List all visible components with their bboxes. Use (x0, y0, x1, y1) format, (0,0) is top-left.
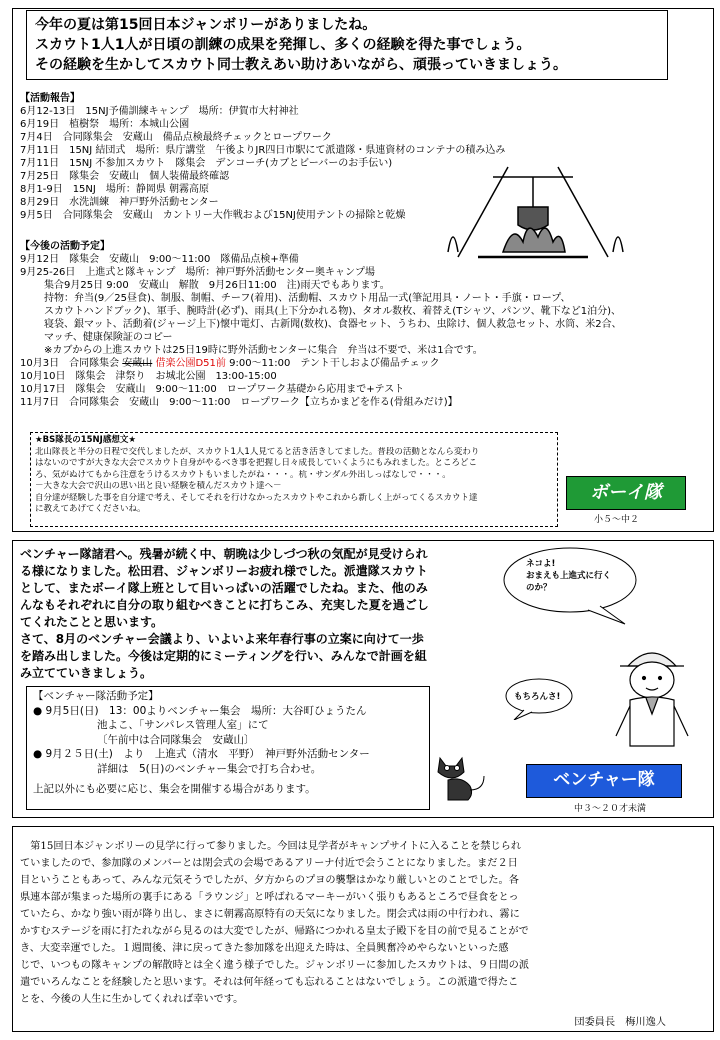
plan-detail: 集合9月25日 9:00 安蔵山 解散 9月26日11:00 注)雨天でもあります。 (44, 280, 390, 291)
scout-boy-illustration (606, 636, 698, 756)
plan-detail: 寝袋、銀マット、活動着(ジャージ上下)懐中電灯、古新聞(数枚)、食器セット、うちわ、虫除け、個人救急セット、水筒、米2合、 (44, 319, 622, 330)
bs-title: ★BS隊長の15NJ感想文★ (35, 435, 136, 445)
intro-line: その経験を生かしてスカウト同士教えあい助けあいながら、頑張っていきましょう。 (35, 57, 567, 73)
report-line: とを、今後の人生に生かしてくれれば幸いです。 (20, 994, 244, 1005)
vplan-item: ● 9月5日(日) 13：00よりベンチャー集会 場所：大谷町ひょうたん (33, 704, 367, 717)
venture-line: さて、8月のベンチャー会議より、いよいよ来年春行事の立案に向けて一歩 (20, 632, 424, 646)
report-item: 9月5日 合同隊集会 安蔵山 カントリー大作戦および15NJ使用テントの掃除と乾燥 (20, 210, 406, 221)
bs-line: 北山隊長と半分の日程で交代しましたが、スカウト1人1人見てると活き活きしてました。普段の活動となんら変わり (35, 446, 480, 457)
plan-item: 10月10日 隊集会 津祭り お城北公園 13:00-15:00 (20, 371, 277, 382)
report-line: じで、いつもの隊キャンプの解散時とは全く違う様子でした。ジャンボリーに参加したスカウトは、９日間の派 (20, 960, 529, 971)
plan-item: 11月7日 合同隊集会 安蔵山 9:00～11:00 ロープワーク【立ちかまどを作る(骨組みだけ)】 (20, 397, 458, 408)
boy-scout-badge: ボーイ隊 (566, 476, 686, 510)
report-item: 8月1-9日 15NJ 場所：静岡県 朝霧高原 (20, 184, 210, 195)
venture-line: てくれたことと思います。 (20, 615, 164, 629)
venture-badge: ベンチャー隊 (526, 764, 682, 798)
venture-line: として、またボーイ隊上班として目いっぱいの活躍でしたね。また、他のみ (20, 581, 428, 595)
vplan-note: 上記以外にも必要に応じ、集会を開催する場合があります。 (33, 783, 316, 795)
venture-line: る様になりました。松田君、ジャンボリーお疲れ様でした。派遣隊スカウト (20, 564, 428, 578)
venture-line: を踏み出しました。今後は定期的にミーティングを行い、みんなで計画を組 (20, 649, 427, 663)
vplan-detail: 詳細は 5(日)のベンチャー集会で打ち合わせ。 (97, 762, 322, 775)
venture-message (20, 546, 488, 682)
report-line: ていたら、かなり強い雨が降り出し、まさに朝霧高原特有の天気になりました。閉会式は雨の中行われ、霧に (20, 909, 520, 920)
bs-line: －大きな大会で沢山の思い出と良い経験を積んだスカウト達へ－ (35, 481, 282, 491)
plan-item: 9月12日 隊集会 安蔵山 9:00～11:00 隊備品点検+準備 (20, 254, 299, 265)
plan-detail: スカウトハンドブック)、軍手、腕時計(必ず)、雨具(上下分かれる物)、タオル数枚、着替え(Tシャツ、パンツ、靴下など1泊分)、 (44, 306, 621, 317)
bs-leader-comment-box (30, 432, 558, 527)
cat-illustration (430, 748, 490, 804)
intro-line: 今年の夏は第15回日本ジャンボリーがありましたね。 (35, 17, 377, 33)
plan-item (20, 357, 622, 370)
report-item: 6月12-13日 15NJ予備訓練キャンプ 場所：伊賀市大村神社 (20, 106, 299, 117)
future-plans (20, 240, 622, 409)
venture-line: ベンチャー隊諸君へ。残暑が続く中、朝晩は少しづつ秋の気配が見受けられ (20, 547, 428, 561)
bs-line: に教えてあげてくださいね。 (35, 504, 146, 514)
bubble-line: おまえも上進式に行く (526, 571, 612, 581)
bubble-line: のか？ (526, 583, 552, 593)
plan-detail: 持物：弁当(9／25昼食)、制服、制帽、チーフ(着用)、活動帽、スカウト用品一式(筆記用具・ノート・手旗・ロープ、 (44, 293, 571, 304)
speech-bubble-scout (500, 544, 640, 626)
vplan-detail: 池よこ、「サンパレス管理人室」にて (97, 719, 269, 731)
plan-item-date: 10月3日 合同隊集会 (20, 358, 120, 369)
report-line: 遣でいろんなことを経験したと思います。それは何年経っても忘れることはないでしょう。この派遣で得たこ (20, 977, 519, 988)
boy-age-range: 小５～中２ (594, 515, 640, 525)
intro-box (26, 10, 668, 80)
signature: 団委員長 梅川逸人 (574, 1017, 666, 1028)
plan-item-rest: 9:00～11:00 テント干しおよび備品チェック (229, 358, 440, 369)
plans-heading: 【今後の活動予定】 (20, 241, 110, 252)
report-line: ていましたので、参加隊のメンバーとは閉会式の会場であるアリーナ付近で会うことになりました。まだ２日 (20, 858, 518, 869)
report-item: 7月11日 15NJ 結団式 場所：県庁講堂 午後よりJR四日市駅にて派遣隊・県連資材のコンテナの積み込み (20, 145, 506, 156)
venture-schedule-box (26, 686, 430, 810)
bubble-text: もちろんさ! (514, 692, 561, 702)
report-line: 第15回日本ジャンボリーの見学に行って参りました。今回は見学者がキャンプサイトに入ることを禁じられ (20, 841, 522, 852)
vplan-detail: 〔午前中は合同隊集会 安蔵山〕 (97, 733, 255, 746)
bs-line: ろ、気がぬけてもから注意をうけるスカウトもいましたがね・・・。杭・サンダル外出しっぱなしで・・・。 (35, 469, 451, 480)
struck-location: 安蔵山 (122, 358, 153, 369)
report-item: 8月29日 水洗訓練 神戸野外活動センター (20, 197, 219, 208)
speech-bubble-cat (504, 676, 574, 720)
plan-item: 10月17日 隊集会 安蔵山 9:00～11:00 ロープワーク基礎から応用まで+テスト (20, 384, 405, 395)
bs-line: 自分達が経験した事を自分達で考え、そしてそれを行けなかったスカウトやこれから新しく上がってくるスカウト達 (35, 492, 478, 503)
plan-detail: マッチ、健康保険証のコピー (44, 332, 173, 343)
report-line: 県連本部が集まった場所の裏手にある「ラウンジ」と呼ばれるマーキーがいく張りもあるところで昼食をとっ (20, 892, 519, 903)
bs-line: はないのですが大きな大会でスカウト自身がやるべき事を把握し日々成長していくようにもみれました。ところどこ (35, 458, 478, 468)
changed-location: 借楽公園D51前 (155, 358, 226, 369)
venture-line: み立てていきましょう。 (20, 666, 153, 680)
plan-note: ※カブからの上進スカウトは25日19時に野外活動センターに集合 弁当は不要で、米は1合です。 (44, 345, 483, 356)
bubble-line: ネコよ! (526, 559, 556, 569)
venture-line: んなもそれぞれに自分の取り組むべきことに打ちこみ、充実した夏を過ごし (20, 598, 429, 612)
jamboree-report-text (20, 838, 706, 1031)
vplan-heading: 【ベンチャー隊活動予定】 (33, 690, 159, 702)
vplan-item: ● 9月２５日(土) より 上進式（清水 平野） 神戸野外活動センター (33, 748, 370, 760)
activity-report (20, 92, 505, 222)
intro-line: スカウト1人1人が日頃の訓練の成果を発揮し、多くの経験を得た事でしょう。 (35, 37, 531, 53)
report-line: 目ということもあって、みんな元気そうでしたが、夕方からのプヨの襲撃はかなり厳しいとのことでした。各 (20, 875, 519, 886)
plan-item: 9月25-26日 上進式と隊キャンプ 場所：神戸野外活動センター奥キャンプ場 (20, 267, 376, 278)
report-item: 7月25日 隊集会 安蔵山 個人装備最終確認 (20, 171, 230, 182)
report-heading: 【活動報告】 (20, 93, 80, 104)
report-line: かすむステージを雨に打たれながら見るのは大変でしたが、帰路につかれる皇太子殿下を目の前で見ることがで (20, 926, 529, 937)
report-item: 7月11日 15NJ 不参加スカウト 隊集会 デンコーチ(カブとビーバーのお手伝い) (20, 158, 393, 169)
report-line: き、大変幸運でした。１週間後、津に戻ってきた参加隊を出迎えた時は、全員興奮冷めやらないといった感 (20, 943, 509, 954)
report-item: 6月19日 植樹祭 場所：本城山公園 (20, 119, 190, 130)
venture-age-range: 中３～２０才未満 (574, 804, 647, 814)
report-item: 7月4日 合同隊集会 安蔵山 備品点検最終チェックとロープワーク (20, 132, 332, 143)
